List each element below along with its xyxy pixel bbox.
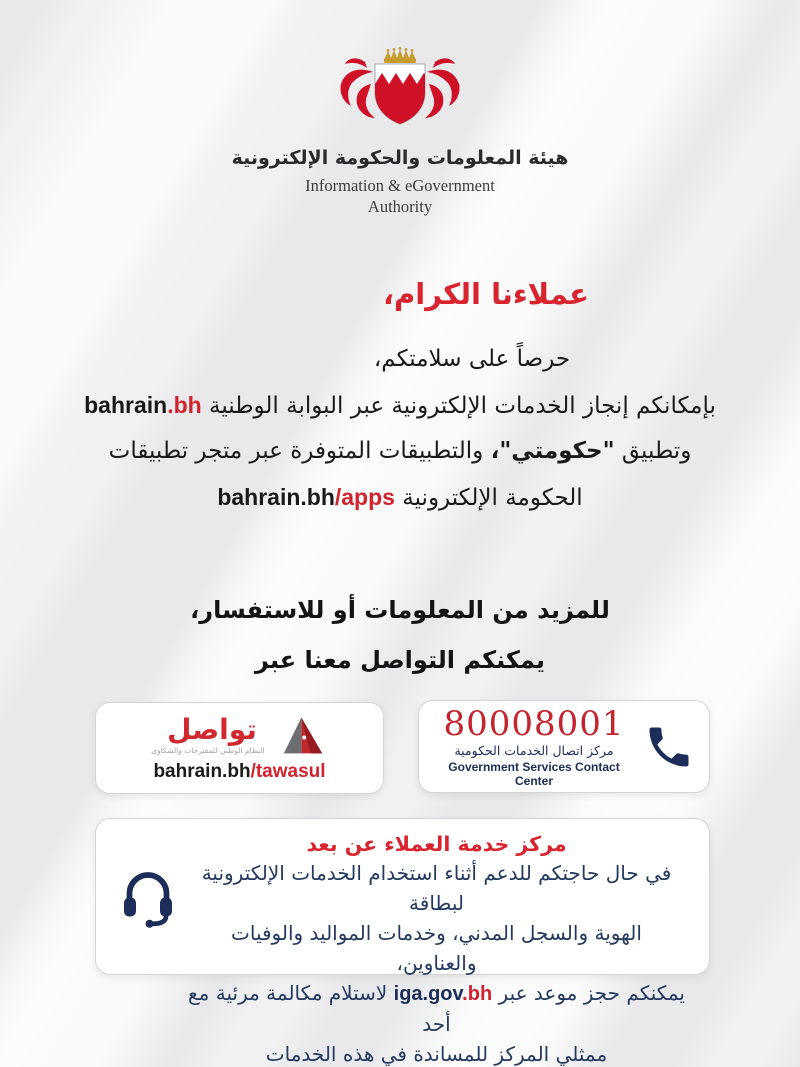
remote-card-body [188, 858, 685, 1067]
remote-body-line1: في حال حاجتكم للدعم أثناء استخدام الخدمات الإلكترونية لبطاقة [201, 861, 672, 915]
contact-invite [0, 585, 800, 685]
paragraph-line-4-text: الحكومة الإلكترونية [402, 485, 583, 511]
header [0, 46, 800, 217]
remote-body-line3 [188, 978, 685, 1039]
phone-label-english: Government Services Contact Center [448, 759, 620, 788]
remote-line3-post: لاستلام مكالمة مرئية مع أحد [188, 981, 451, 1036]
tawasul-wordmark: تواصل [167, 713, 257, 746]
org-line1: Information & eGovernment [305, 176, 495, 195]
contact-invite-line2: يمكنكم التواصل معنا عبر [255, 646, 545, 674]
phone-label-arabic: مركز اتصال الخدمات الحكومية [454, 742, 614, 758]
intro-paragraph [30, 336, 770, 520]
tawasul-card [95, 702, 384, 794]
remote-service-card [95, 818, 710, 1066]
phone-number: 80008001 [443, 703, 625, 744]
org-line2: Authority [367, 197, 433, 216]
bahrain-bh-apps-link: bahrain.bh/apps [217, 484, 395, 510]
tawasul-caption: النظام الوطني للمقترحات والشكاوى [151, 746, 265, 755]
greeting-heading [0, 277, 800, 311]
phone-icon [643, 721, 695, 773]
iga-gov-bh-link: iga.gov.bh [393, 983, 493, 1005]
paragraph-line-2 [30, 382, 770, 428]
remote-card-title: مركز خدمة العملاء عن بعد [306, 832, 567, 856]
greeting-text: عملاءنا الكرام، [383, 277, 589, 311]
remote-body-line4: ممثلي المركز للمساندة في هذه الخدمات [265, 1042, 608, 1066]
paragraph-line-1: حرصاً على سلامتكم، [373, 346, 571, 372]
paragraph-line-2-text: بإمكانكم إنجاز الخدمات الإلكترونية عبر البوابة الوطنية [209, 393, 716, 419]
headset-icon [118, 864, 178, 929]
authority-name-english [0, 175, 800, 217]
hukoomi-app-name: "حكومتي"، [490, 438, 615, 464]
bahrain-crest-icon [315, 46, 485, 141]
bahrain-bh-link: bahrain.bh [84, 392, 202, 418]
tawasul-url: bahrain.bh/tawasul [153, 761, 326, 782]
tawasul-logo-icon [278, 713, 328, 757]
tawasul-logo-row [151, 713, 327, 757]
phone-card [418, 700, 710, 793]
paragraph-line-3-post: والتطبيقات المتوفرة عبر متجر تطبيقات [108, 438, 484, 464]
paragraph-line-3 [30, 428, 770, 474]
paragraph-line-4 [30, 474, 770, 520]
authority-name-arabic: هيئة المعلومات والحكومة الإلكترونية [231, 147, 569, 169]
paragraph-line-3-pre: وتطبيق [621, 438, 692, 464]
remote-body-line2: الهوية والسجل المدني، وخدمات المواليد والوفيات والعناوين، [231, 921, 642, 975]
contact-invite-line1: للمزيد من المعلومات أو للاستفسار، [190, 596, 610, 624]
remote-line3-pre: يمكنكم حجز موعد عبر [498, 981, 685, 1005]
